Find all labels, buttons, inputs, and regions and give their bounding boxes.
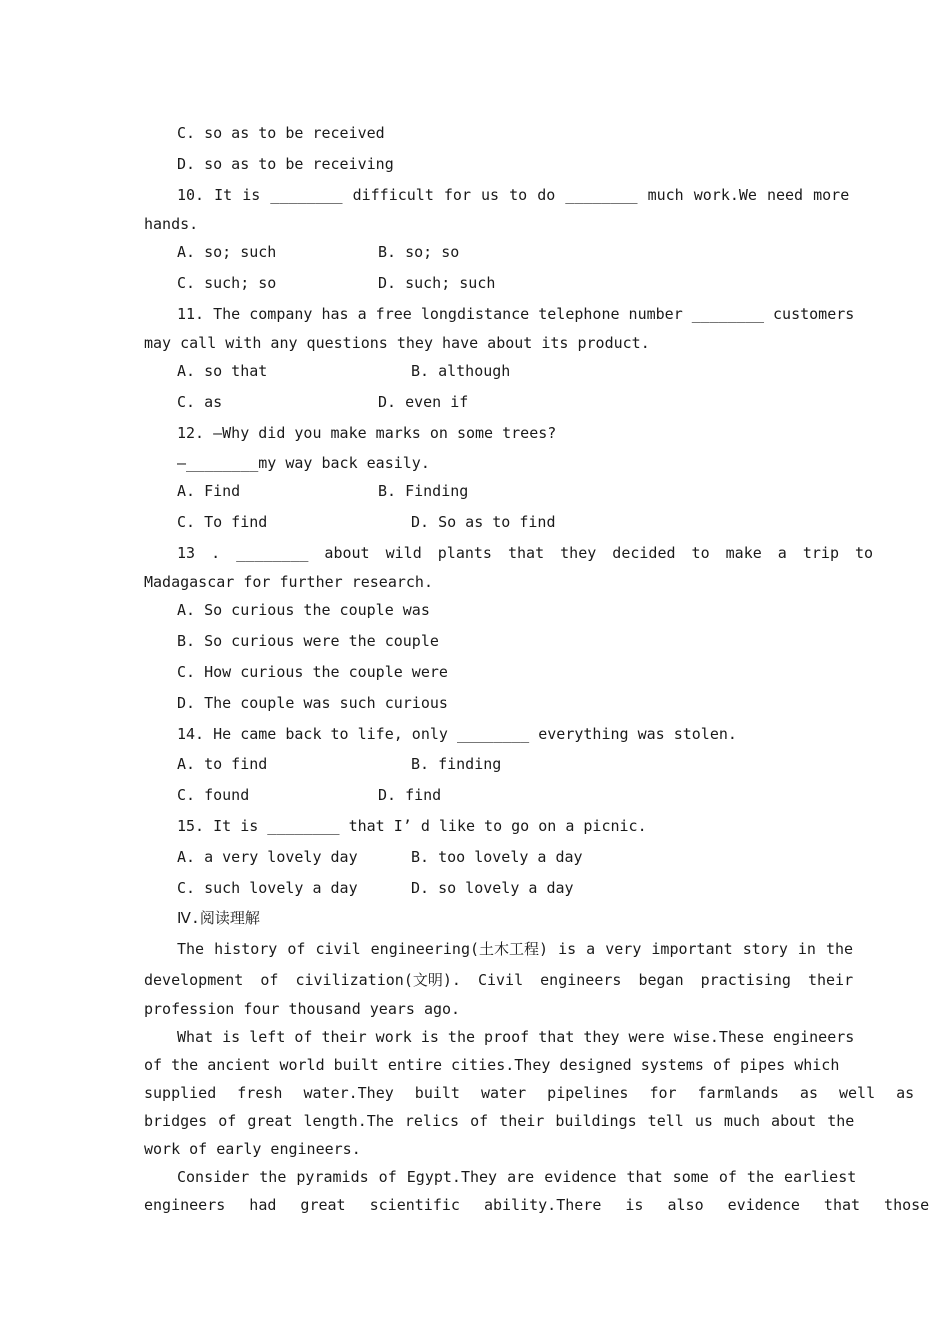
q14-option-b: B. finding [411,755,502,773]
q11-option-b: B. although [411,362,511,380]
q15-option-d: D. so lovely a day [411,879,574,897]
q11-option-a: A. so that [177,362,268,380]
passage-p2-line4: bridges of great length.The relics of their buildings tell us much about the [144,1112,855,1130]
passage-p2-line3: supplied fresh water.They built water pipelines for farmlands as well as [144,1084,915,1102]
q11-stem-line2: may call with any questions they have about its product. [144,334,650,352]
q10-option-d: D. such; such [378,274,496,292]
q14-option-d: D. find [378,786,442,804]
q13-option-d: D. The couple was such curious [177,694,448,712]
q13-stem-line2: Madagascar for further research. [144,573,433,591]
q13-option-a: A. So curious the couple was [177,601,430,619]
q12-option-c: C. To find [177,513,268,531]
q10-stem-line1: 10. It is ________ difficult for us to do ________ much work.We need more [177,186,850,204]
q12-option-d: D. So as to find [411,513,556,531]
q10-option-b: B. so; so [378,243,460,261]
q12-stem-line1: 12. —Why did you make marks on some trees? [177,424,557,442]
q14-option-c: C. found [177,786,250,804]
passage-p3-line1: Consider the pyramids of Egypt.They are evidence that some of the earliest [177,1168,857,1186]
q11-stem-line1: 11. The company has a free longdistance telephone number ________ customers [177,305,855,323]
passage-p1-line3: profession four thousand years ago. [144,1000,461,1018]
q13-option-b: B. So curious were the couple [177,632,439,650]
q12-option-a: A. Find [177,482,241,500]
passage-p2-line2: of the ancient world built entire cities.They designed systems of pipes which [144,1056,840,1074]
q10-option-a: A. so; such [177,243,277,261]
passage-p3-line2: engineers had great scientific ability.There is also evidence that those [144,1196,930,1214]
passage-p1-line1: The history of civil engineering(土木工程) is a very important story in the [177,940,854,958]
q9-option-c: C. so as to be received [177,124,385,142]
q14-stem: 14. He came back to life, only ________ everything was stolen. [177,725,737,743]
passage-p1-line2: development of civilization(文明). Civil engineers began practising their [144,971,854,989]
q13-stem-line1: 13 . ________ about wild plants that they decided to make a trip to [177,544,874,562]
q11-option-d: D. even if [378,393,469,411]
q14-option-a: A. to find [177,755,268,773]
q9-option-d: D. so as to be receiving [177,155,394,173]
q15-option-a: A. a very lovely day [177,848,358,866]
passage-p2-line5: work of early engineers. [144,1140,361,1158]
q10-stem-line2: hands. [144,215,199,233]
q15-option-b: B. too lovely a day [411,848,583,866]
q13-option-c: C. How curious the couple were [177,663,448,681]
passage-p2-line1: What is left of their work is the proof that they were wise.These engineers [177,1028,855,1046]
q15-stem: 15. It is ________ that I’ d like to go on a picnic. [177,817,647,835]
q10-option-c: C. such; so [177,274,277,292]
q15-option-c: C. such lovely a day [177,879,358,897]
q11-option-c: C. as [177,393,223,411]
q12-stem-line2: —________my way back easily. [177,454,430,472]
q12-option-b: B. Finding [378,482,469,500]
section-heading-reading: Ⅳ.阅读理解 [177,909,260,927]
